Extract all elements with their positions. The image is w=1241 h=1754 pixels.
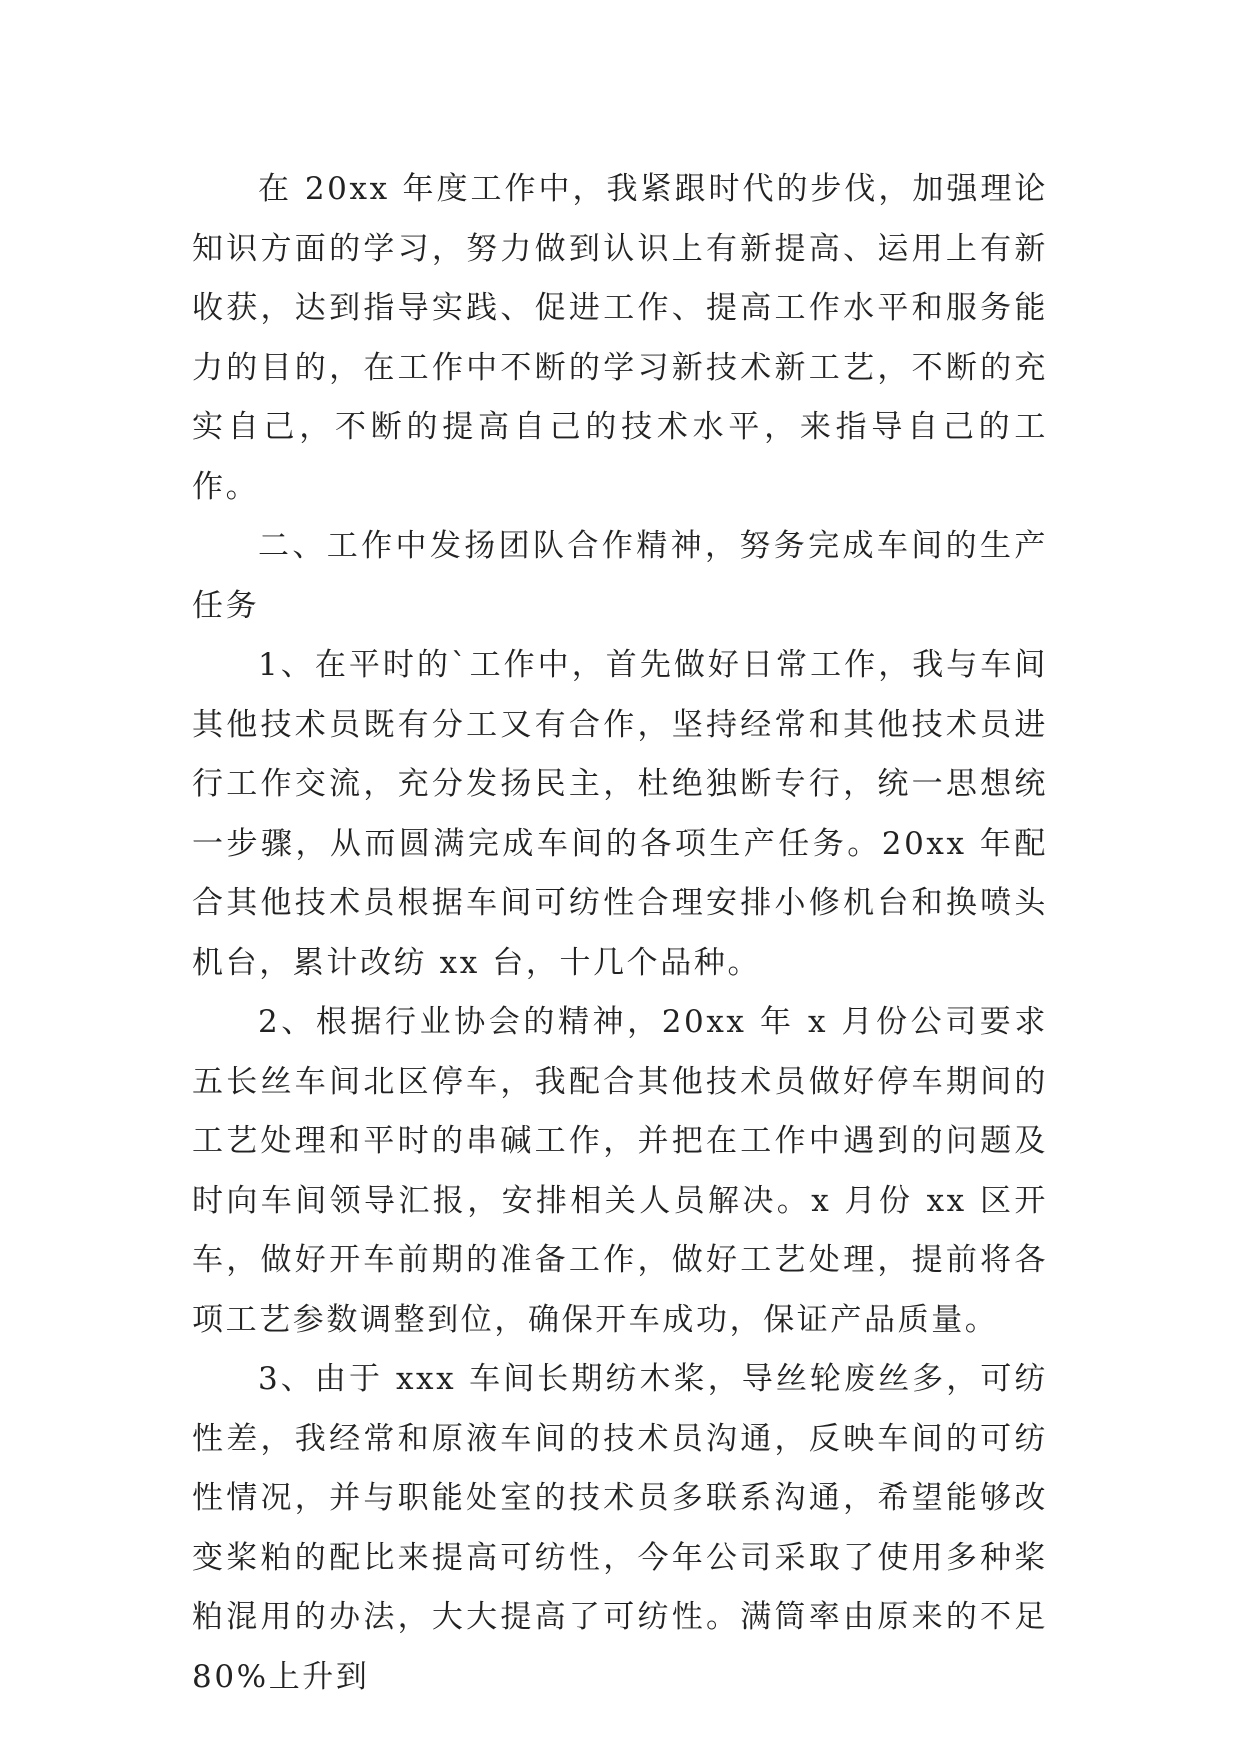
document-body (192, 160, 1048, 1707)
section-heading-teamwork: 二、工作中发扬团队合作精神，努务完成车间的生产任务 (192, 528, 1048, 624)
paragraph-item-3: 3、由于 xxx 车间长期纺木桨，导丝轮废丝多，可纺性差，我经常和原液车间的技术员沟通，反映车间的可纺性情况，并与职能处室的技术员多联系沟通，希望能够改变桨粕的配比来提高可纺性，今年公司采取了使用多种桨粕混用的办法，大大提高了可纺性。满筒率由原来的不足 80%上升到 (192, 1361, 1048, 1695)
paragraph-study: 在 20xx 年度工作中，我紧跟时代的步伐，加强理论知识方面的学习，努力做到认识上有新提高、运用上有新收获，达到指导实践、促进工作、提高工作水平和服务能力的目的，在工作中不断的学习新技术新工艺，不断的充实自己，不断的提高自己的技术水平，来指导自己的工作。 (192, 171, 1048, 505)
paragraph-item-1: 1、在平时的`工作中，首先做好日常工作，我与车间其他技术员既有分工又有合作，坚持经常和其他技术员进行工作交流，充分发扬民主，杜绝独断专行，统一思想统一步骤，从而圆满完成车间的各项生产任务。20xx 年配合其他技术员根据车间可纺性合理安排小修机台和换喷头机台，累计改纺 xx 台，十几个品种。 (192, 647, 1048, 981)
paragraph-item-2: 2、根据行业协会的精神，20xx 年 x 月份公司要求五长丝车间北区停车，我配合其他技术员做好停车期间的工艺处理和平时的串碱工作，并把在工作中遇到的问题及时向车间领导汇报，安排相关人员解决。x 月份 xx 区开车，做好开车前期的准备工作，做好工艺处理，提前将各项工艺参数调整到位，确保开车成功，保证产品质量。 (192, 1004, 1048, 1338)
